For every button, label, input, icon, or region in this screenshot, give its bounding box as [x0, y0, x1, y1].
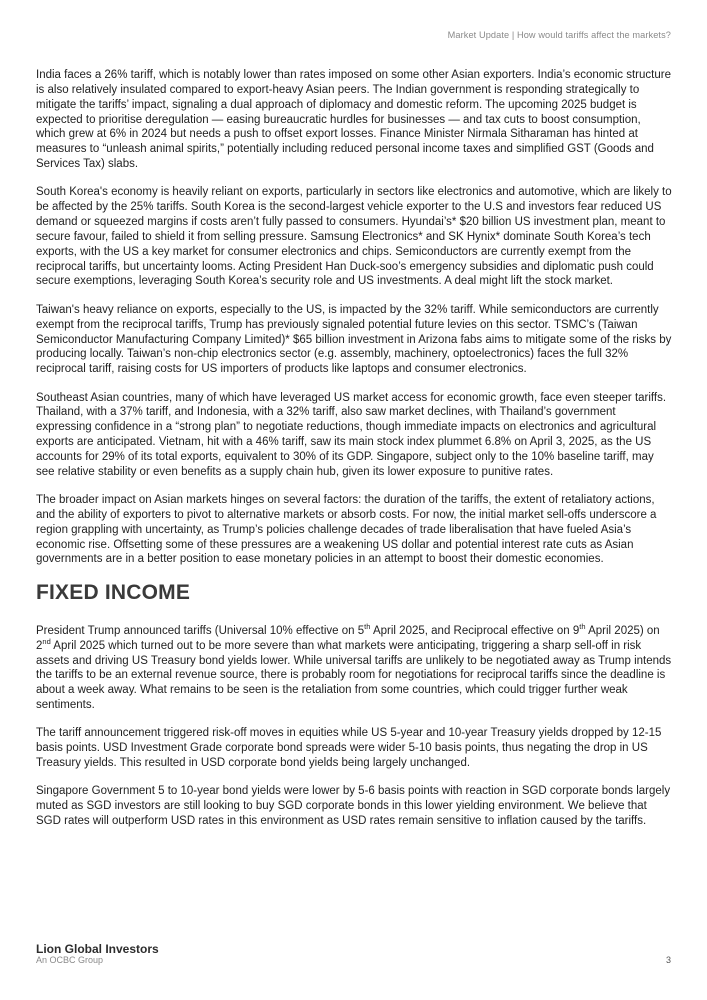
footer-subtitle: An OCBC Group — [36, 955, 104, 965]
fi-text-part4: April 2025 which turned out to be more severe than what markets were anticipating, triggering a sharp sell-off in risk assets and driving US Treasury bond yields lower. While universal tariffs are unlikely to be negotiated away as Trump intends the tariffs to be an external revenue source, there is probably room for negotiations for reciprocal tariffs since the deadline is about a week away. What remains to be seen is the retaliation from some countries, which could trigger further weak sentiments. — [36, 639, 672, 712]
footer-brand: Lion Global Investors — [36, 942, 159, 956]
paragraph-india: India faces a 26% tariff, which is notably lower than rates imposed on some other Asian exporters. India’s economic structure is also relatively insulated compared to export-heavy Asian peers. The Indian government is responding strategically to mitigate the tariffs’ impact, signaling a dual approach of diplomacy and domestic reform. The upcoming 2025 budget is expected to prioritise deregulation — easing bureaucratic hurdles for businesses — and tax cuts to boost consumption, which grew at 6% in 2024 but needs a push to offset export losses. Finance Minister Nirmala Sitharaman has hinted at measures to “unleash animal spirits,” potentially including reduced personal income taxes and simplified GST (Goods and Services Tax) slabs. — [36, 69, 671, 171]
fi-text-part2: April 2025, and Reciprocal effective on 9 — [370, 624, 580, 637]
paragraph-fixed-income-3: Singapore Government 5 to 10-year bond yields were lower by 5-6 basis points with reaction in SGD corporate bonds largely muted as SGD investors are still looking to buy SGD corporate bonds in this lower yielding environment. We believe that SGD rates will outperform USD rates in this environment as USD rates remain sensitive to inflation caused by the tariffs. — [36, 785, 671, 828]
fi-text-part3: April 2025) on 2 — [36, 624, 660, 652]
section-title-fixed-income: FIXED INCOME — [36, 580, 191, 604]
paragraph-fixed-income-2: The tariff announcement triggered risk-off moves in equities while US 5-year and 10-year Treasury yields dropped by 12-15 basis points. USD Investment Grade corporate bond spreads were wider 5-10 basis points, thus negating the drop in US Treasury yields. This resulted in USD corporate bond yields being largely unchanged. — [36, 727, 662, 770]
page-header: Market Update | How would tariffs affect the markets? — [447, 30, 671, 40]
main-content — [36, 68, 672, 842]
paragraph-southeast-asia: Southeast Asian countries, many of which have leveraged US market access for economic growth, face even steeper tariffs. Thailand, with a 37% tariff, and Indonesia, with a 32% tariff, also saw market declines, with Thailand’s government expressing confidence in a “strong plan” to negotiate reductions, though immediate impacts on electronics and agricultural exports are anticipated. Vietnam, hit with a 46% tariff, saw its main stock index plummet 6.8% on April 3, 2025, as the US accounts for 29% of its total exports, equivalent to 30% of its GDP. Singapore, subject only to the 10% baseline tariff, may see relative stability or even benefits as a supply chain hub, given its lower exposure to punitive rates. — [36, 391, 667, 478]
fi-text-part1: President Trump announced tariffs (Universal 10% effective on 5 — [36, 624, 365, 637]
paragraph-taiwan: Taiwan's heavy reliance on exports, especially to the US, is impacted by the 32% tariff. While semiconductors are currently exempt from the reciprocal tariffs, Trump has previously signaled potential future levies on this sector. TSMC’s (Taiwan Semiconductor Manufacturing Company Limited)* $65 billion investment in Arizona fabs aims to mitigate some of the risks by producing locally. Taiwan’s non-chip electronics sector (e.g. assembly, machinery, optoelectronics) faces the full 32% reciprocal tariff, raising costs for US importers of products like laptops and consumer electronics. — [36, 303, 672, 376]
paragraph-south-korea: South Korea's economy is heavily reliant on exports, particularly in sectors like electronics and automotive, which are likely to be affected by the 25% tariffs. South Korea is the second-largest vehicle exporter to the U.S and investors fear reduced US demand or squeezed margins if costs aren’t fully passed to consumers. Hyundai’s* $20 billion US investment plan, meant to secure favour, failed to shield it from selling pressure. Samsung Electronics* and SK Hynix* dominate South Korea’s tech exports, with the US a key market for consumer electronics and chips. Semiconductors are currently exempt from the reciprocal tariffs, but uncertainty looms. Acting President Han Duck-soo’s emergency subsidies and diplomatic push could secure exemptions, leveraging South Korea’s security role and US investments. A deal might lift the stock market. — [36, 186, 672, 288]
page-number: 3 — [665, 955, 671, 965]
fi-sup-3: nd — [42, 636, 51, 646]
paragraph-fixed-income-1 — [36, 621, 672, 713]
fi-sup-2: th — [579, 621, 586, 631]
fi-sup-1: th — [364, 621, 371, 631]
paragraph-broader-impact: The broader impact on Asian markets hinges on several factors: the duration of the tariffs, the extent of retaliatory actions, and the ability of exporters to pivot to alternative markets or absorb costs. For now, the initial market sell-offs underscore a region grappling with uncertainty, as Trump’s policies challenge decades of trade liberalisation that have fueled Asia’s economic rise. Offsetting some of these pressures are a weakening US dollar and potential interest rate cuts as Asian governments are in a better position to ease monetary policies in an attempt to boost their domestic economies. — [36, 494, 657, 566]
